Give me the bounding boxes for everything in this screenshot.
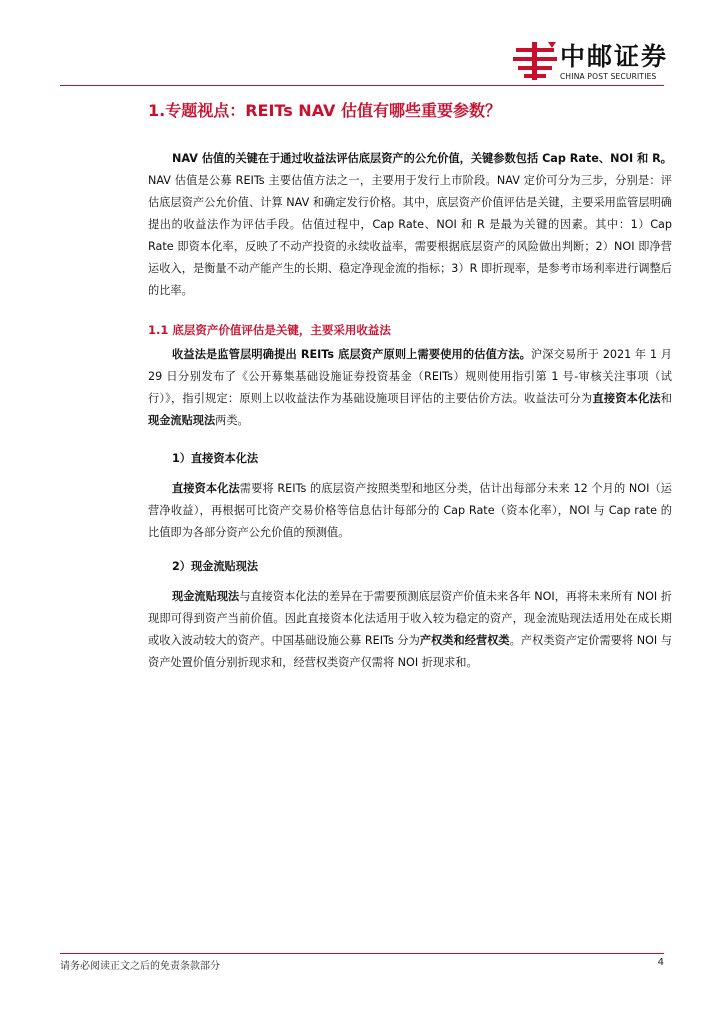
brand-name-en: CHINA POST SECURITIES bbox=[560, 72, 657, 81]
brand-logo bbox=[512, 40, 672, 84]
header-divider bbox=[60, 85, 664, 86]
page-number: 4 bbox=[657, 957, 664, 968]
brand-name-cn: 中邮证券 bbox=[560, 42, 669, 71]
paragraph-nav-intro bbox=[148, 148, 672, 302]
paragraph-body: NAV 估值是公募 REITs 主要估值方法之一，主要用于发行上市阶段。NAV 定价可分为三步，分别是：评估底层资产公允价值、计算 NAV 和确定发行价格。其中，底层资产价值评估是关键，主要采用监管层明确提出的收益法作为评估手段。估值过程中，Cap Rate、NOI 和 R 是最为关键的因素。其中：1）Cap Rate 即资本化率，反映了不动产投资的永续收益率，需要根据底层资产的风险做出判断；2）NOI 即净营运收入，是衡量不动产能产生的长期、稳定净现金流的指标；3）R 即折现率，是参考市场利率进行调整后的比率。 bbox=[148, 174, 672, 297]
paragraph-lead: 现金流贴现法 bbox=[172, 590, 240, 603]
paragraph-lead: NAV 估值的关键在于通过收益法评估底层资产的公允价值，关键参数包括 Cap Rate、NOI 和 R。 bbox=[172, 152, 672, 165]
term-dcf: 现金流贴现法 bbox=[148, 414, 216, 427]
section-title: 1.专题视点：REITs NAV 估值有哪些重要参数？ bbox=[148, 101, 501, 120]
paragraph-body-cont: 。产权类资产定价需要将 NOI 与资产处置价值分别折现求和，经营权类资产仅需将 NOI 折现求和。 bbox=[148, 634, 672, 669]
term-direct-capitalization: 直接资本化法 bbox=[592, 392, 661, 405]
footer-divider bbox=[60, 953, 664, 954]
paragraph-direct-capitalization bbox=[148, 478, 672, 544]
paragraph-dcf bbox=[148, 586, 672, 674]
sub-heading-direct-capitalization: 1）直接资本化法 bbox=[172, 452, 259, 465]
paragraph-lead: 收益法是监管层明确提出 REITs 底层资产原则上需要使用的估值方法。 bbox=[172, 348, 531, 361]
paragraph-body: 需要将 REITs 的底层资产按照类型和地区分类，估计出每部分未来 12 个月的 NOI（运营净收益），再根据可比资产交易价格等信息估计每部分的 Cap Rate（资本化率），NOI 与 Cap rate 的比值即为各部分资产公允价值的预测值。 bbox=[148, 482, 672, 539]
paragraph-body: 沪深交易所于 2021 年 1 月 29 日分别发布了《公开募集基础设施证券投资基金（REITs）规则使用指引第 1 号-审核关注事项（试行）》，指引规定：原则上以收益法作为基础设施项目评估的主要估价方法。收益法可分为 bbox=[148, 348, 672, 405]
paragraph-body: 与直接资本化法的差异在于需要预测底层资产价值未来各年 NOI，再将未来所有 NOI 折现即可得到资产当前价值。因此直接资本化法适用于收入较为稳定的资产，现金流贴现法适用处在成长期或收入波动较大的资产。中国基础设施公募 REITs 分为 bbox=[148, 590, 672, 647]
paragraph-tail: 两类。 bbox=[215, 414, 249, 427]
paragraph-connector: 和 bbox=[660, 392, 672, 405]
paragraph-lead: 直接资本化法 bbox=[172, 482, 240, 495]
footer-disclaimer: 请务必阅读正文之后的免责条款部分 bbox=[60, 961, 220, 972]
china-post-logo-icon bbox=[512, 40, 558, 82]
term-asset-types: 产权类和经营权类 bbox=[419, 634, 510, 647]
subsection-title: 1.1 底层资产价值评估是关键，主要采用收益法 bbox=[148, 323, 391, 337]
sub-heading-dcf: 2）现金流贴现法 bbox=[172, 560, 259, 573]
paragraph-income-approach bbox=[148, 344, 672, 432]
